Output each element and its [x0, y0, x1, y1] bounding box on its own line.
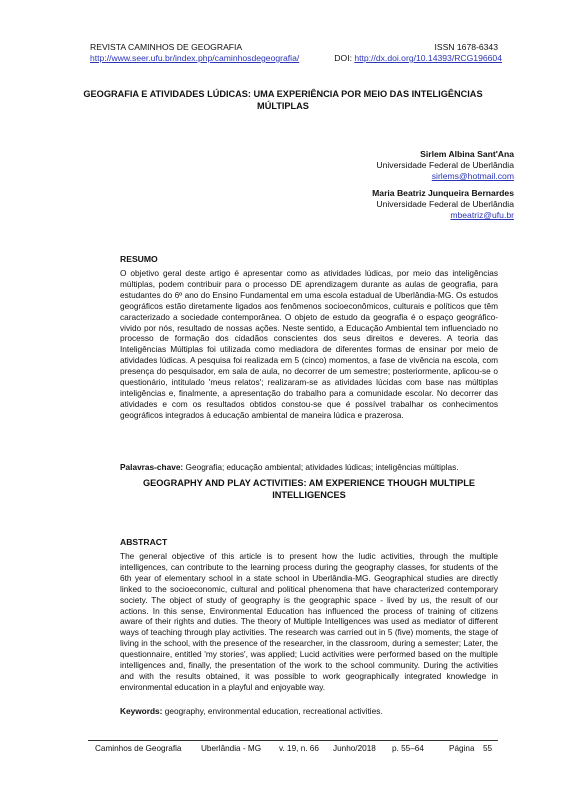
keywords-label-pt: Palavras-chave:	[120, 462, 184, 472]
title-pt-line-2: MÚLTIPLAS	[257, 100, 309, 111]
author-1	[376, 149, 514, 182]
resumo-text: O objetivo geral deste artigo é apresentar como as atividades lúdicas, por meio das inteligências múltiplas, podem contribuir para o processo DE aprendizagem durante as aulas de geografia, para estudantes do 6º ano do Ensino Fundamental em uma escola estadual de Uberlândia-MG. Os estudos geográficos estão diretamente ligados aos fenômenos socioeconômicos, culturais e políticos que têm caracterizado a sociedade contemporânea. O objeto de estudo da geografia é o espaço geográfico- vivido por nós, resultado de nossas ações. Neste sentido, a Educação Ambiental tem influenciado no processo de formação dos cidadãos conscientes dos seus direitos e deveres. A teoria das Inteligências Múltiplas foi utilizada como mediadora de diferentes formas de ensinar por meio de atividades lúdicas. A pesquisa foi realizada em 5 (cinco) momentos, a fase de vivência na escola, com presença do pesquisador, em sala de aula, no decorrer de um semestre; posteriormente, aplicou-se o questionário, intitulado 'meus relatos'; realizaram-se as atividades lúcidas com base nas múltiplas inteligências e, finalmente, a apresentação do trabalho para a comunidade escolar. No decorrer das atividades e com os resultados obtidos constou-se que é possível trabalhar os conhecimentos geográficos integrados à educação ambiental de maneira lúdica e prazerosa.	[120, 268, 498, 420]
author-2-email-link[interactable]: mbeatriz@ufu.br	[450, 210, 514, 220]
footer-page-label: Página	[449, 744, 475, 753]
footer-journal: Caminhos de Geografia	[95, 744, 182, 753]
keywords-label-en: Keywords:	[120, 706, 163, 716]
article-title-pt	[70, 89, 496, 112]
title-en-line-2: INTELLIGENCES	[272, 489, 346, 500]
footer-page-number: 55	[483, 744, 493, 753]
keywords-pt: Geografia; educação ambiental; atividades lúdicas; inteligências múltiplas.	[183, 462, 459, 472]
author-2	[372, 188, 514, 221]
doi-prefix: DOI:	[334, 53, 355, 63]
article-title-en	[120, 478, 498, 501]
title-en-line-1: GEOGRAPHY AND PLAY ACTIVITIES: AM EXPERIENCE THOUGH MULTIPLE	[143, 478, 475, 488]
footer-date: Junho/2018	[333, 744, 376, 753]
abstract-keywords	[120, 706, 498, 717]
keywords-en: geography, environmental education, recreational activities.	[162, 706, 383, 716]
resumo-keywords	[120, 462, 498, 473]
journal-name: REVISTA CAMINHOS DE GEOGRAFIA	[90, 42, 243, 52]
footer-volume: v. 19, n. 66	[279, 744, 319, 753]
footer-pages: p. 55–64	[392, 744, 424, 753]
author-2-affiliation: Universidade Federal de Uberlândia	[376, 199, 514, 209]
footer-city: Uberlândia - MG	[201, 744, 262, 753]
journal-url-link[interactable]: http://www.seer.ufu.br/index.php/caminhosdegeografia/	[90, 53, 300, 63]
issn: ISSN 1678-6343	[434, 42, 498, 52]
author-2-name: Maria Beatriz Junqueira Bernardes	[372, 188, 514, 198]
abstract-heading: ABSTRACT	[120, 537, 168, 547]
doi-link[interactable]: http://dx.doi.org/10.14393/RCG196604	[354, 53, 502, 63]
abstract-text: The general objective of this article is to present how the ludic activities, through the multiple intelligences, can contribute to the learning process during the geography classes, for students of the 6th year of elementary school in a state school in Uberlândia-MG. Geographical studies are directly linked to the socioeconomic, cultural and political phenomena that have characterized contemporary society. The object of study of geography is the geographic space - lived by us, the result of our actions. In this sense, Environmental Education has influenced the process of training of citizens aware of their rights and duties. The theory of Multiple Intelligences was used as mediator of different ways of teaching through play activities. The research was carried out in 5 (five) moments, the stage of living in the school, with the presence of the researcher, in the classroom, during a semester; Later, the questionnaire, entitled 'my stories', was applied; Lucid activities were performed based on the multiple intelligences and, finally, the presentation of the work to the school community. During the activities and with the results obtained, it was possible to work geographically integrated knowledge in environmental education in a playful and enjoyable way.	[120, 551, 498, 692]
footer-divider	[88, 740, 498, 741]
resumo-heading: RESUMO	[120, 254, 158, 264]
author-1-affiliation: Universidade Federal de Uberlândia	[376, 160, 514, 170]
author-1-name: Sirlem Albina Sant'Ana	[420, 149, 514, 159]
author-1-email-link[interactable]: sirlems@hotmail.com	[431, 171, 514, 181]
doi	[334, 53, 502, 64]
title-pt-line-1: GEOGRAFIA E ATIVIDADES LÚDICAS: UMA EXPERIÊNCIA POR MEIO DAS INTELIGÊNCIAS	[83, 89, 483, 99]
